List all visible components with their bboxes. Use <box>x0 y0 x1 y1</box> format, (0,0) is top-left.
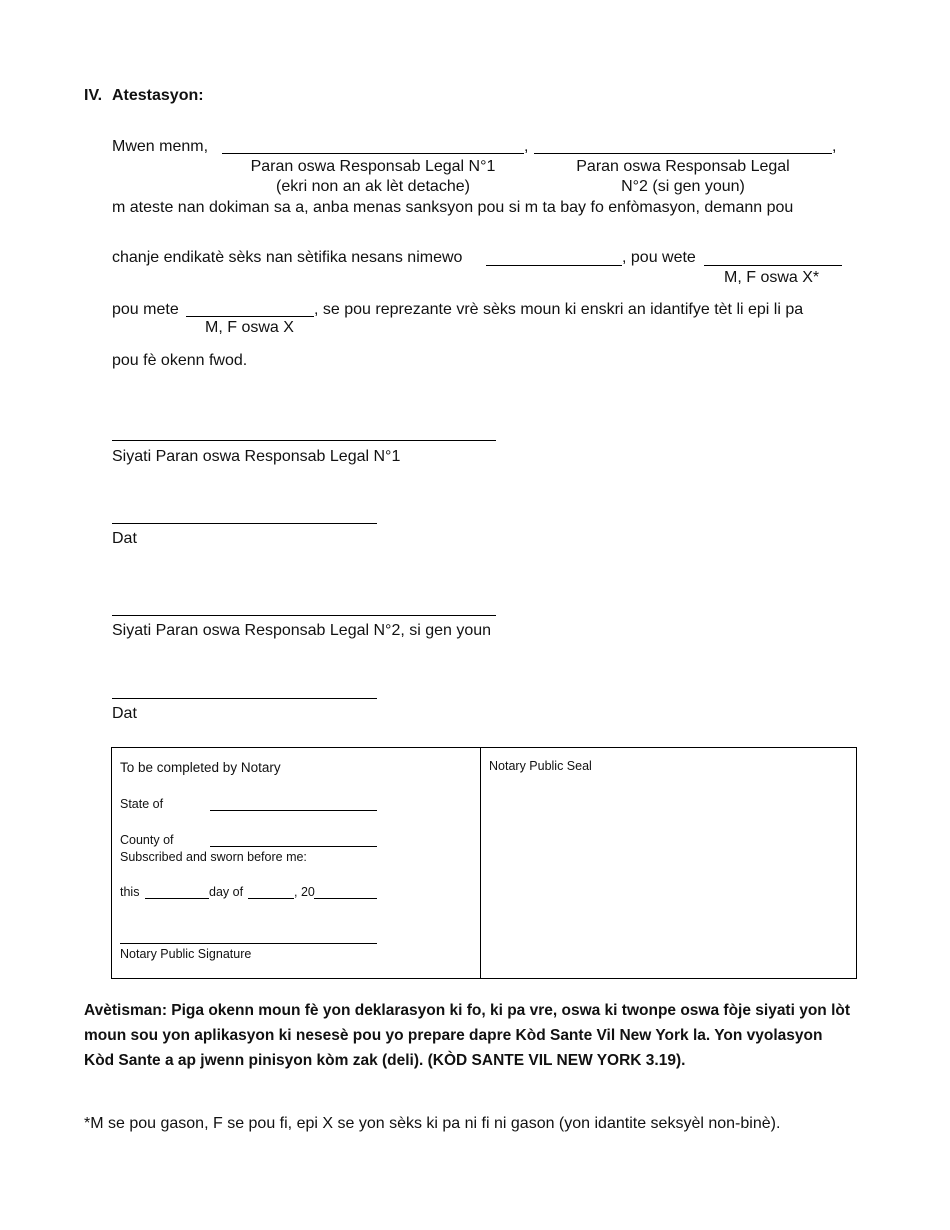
state-label: State of <box>120 797 164 811</box>
section-title: Atestasyon: <box>112 87 204 104</box>
attest-line-4: pou fè okenn fwod. <box>112 352 248 369</box>
day-of-label: day of <box>209 885 244 899</box>
attest-line-3b: , se pou reprezante vrè sèks moun ki enskri an idantifye tèt li epi li pa <box>314 301 804 318</box>
notary-divider <box>480 748 481 978</box>
parent2-name-field[interactable] <box>534 153 832 154</box>
date-2-field[interactable] <box>112 698 377 699</box>
attest-line-1: m ateste nan dokiman sa a, anba menas sanksyon pou si m ta bay fo enfòmasyon, demann pou <box>112 199 794 216</box>
caption-mfx: M, F oswa X <box>205 319 294 336</box>
parent1-name-field[interactable] <box>222 153 524 154</box>
notary-box <box>111 747 857 979</box>
this-label: this <box>120 885 140 899</box>
state-field[interactable] <box>210 810 377 811</box>
add-sex-field[interactable] <box>186 316 314 317</box>
month-field[interactable] <box>248 898 294 899</box>
date-1-label: Dat <box>112 530 137 547</box>
signature-1-label: Siyati Paran oswa Responsab Legal N°1 <box>112 448 401 465</box>
parent1-caption-1: Paran oswa Responsab Legal N°1 <box>250 158 496 175</box>
remove-sex-field[interactable] <box>704 265 842 266</box>
attest-line-3a: pou mete <box>112 301 179 318</box>
signature-2-field[interactable] <box>112 615 496 616</box>
footnote-text: *M se pou gason, F se pou fi, epi X se yon sèks ki pa ni fi ni gason (yon idantite seksyèl non-binè). <box>84 1115 781 1132</box>
notary-signature-field[interactable] <box>120 943 377 944</box>
certificate-number-field[interactable] <box>486 265 622 266</box>
county-label: County of <box>120 833 174 847</box>
intro-text: Mwen menm, <box>112 138 209 155</box>
day-field[interactable] <box>145 898 209 899</box>
date-2-label: Dat <box>112 705 137 722</box>
date-1-field[interactable] <box>112 523 377 524</box>
year-prefix: , 20 <box>294 885 315 899</box>
parent2-caption-1: Paran oswa Responsab Legal <box>576 158 790 175</box>
parent2-caption-2: N°2 (si gen youn) <box>621 178 745 195</box>
county-field[interactable] <box>210 846 377 847</box>
comma-1: , <box>524 138 529 155</box>
comma-2: , <box>832 138 837 155</box>
notary-signature-label: Notary Public Signature <box>120 947 252 961</box>
attest-line-2a: chanje endikatè sèks nan sètifika nesans nimewo <box>112 249 463 266</box>
signature-1-field[interactable] <box>112 440 496 441</box>
notary-seal-label: Notary Public Seal <box>489 759 592 773</box>
warning-text: Avètisman: Piga okenn moun fè yon deklarasyon ki fo, ki pa vre, oswa ki twonpe oswa fòje siyati yon lòt moun sou yon aplikasyon ki nesesè pou yo prepare dapre Kòd Sante Vil New York la. Yon vyolasyon Kòd Sante a ap jwenn pinisyon kòm zak (deli). (KÒD SANTE VIL NEW YORK 3.19). <box>84 1002 851 1069</box>
section-number: IV. <box>84 87 103 104</box>
attest-line-2b: , pou wete <box>622 249 696 266</box>
sworn-label: Subscribed and sworn before me: <box>120 850 307 864</box>
year-field[interactable] <box>314 898 377 899</box>
parent1-caption-2: (ekri non an ak lèt detache) <box>276 178 470 195</box>
signature-2-label: Siyati Paran oswa Responsab Legal N°2, si gen youn <box>112 622 492 639</box>
notary-heading: To be completed by Notary <box>120 760 281 775</box>
caption-mfx-star: M, F oswa X* <box>724 269 820 286</box>
